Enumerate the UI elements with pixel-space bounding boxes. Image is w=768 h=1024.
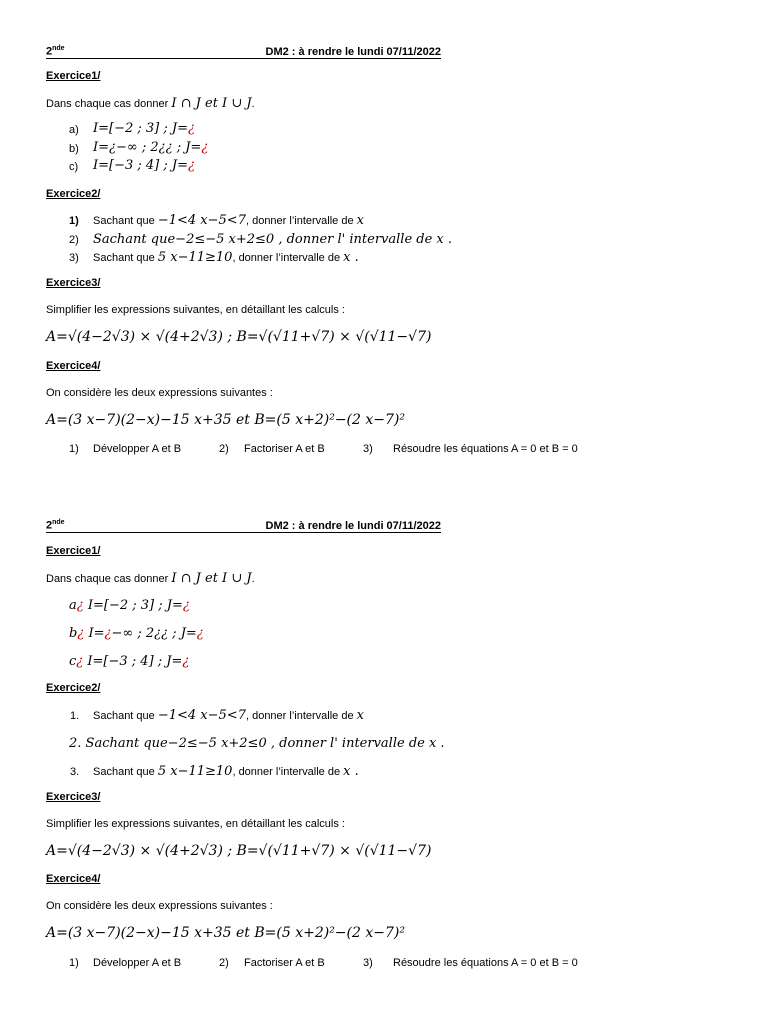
item-label: 1. [70,710,80,722]
exercise1-heading: Exercice1/ [46,70,101,82]
header-line [46,518,441,533]
item-text: Sachant que 5 x−11≥10, donner l’intervalle de x . [93,250,359,265]
exercise3-formula: A=√(4−2√3) × √(4+2√3) ; B=√(√11+√7) × √(√11−√7) [46,329,432,345]
item-label: a) [69,124,79,136]
exercise4-formula: A=(3 x−7)(2−x)−15 x+35 et B=(5 x+2)²−(2 x−7)² [46,925,405,941]
task-text: Résoudre les équations A = 0 et B = 0 [393,957,578,969]
task-text: Factoriser A et B [244,957,325,969]
assignment-title: DM2 : à rendre le lundi 07/11/2022 [265,520,441,532]
exercise3-intro: Simplifier les expressions suivantes, en détaillant les calculs : [46,304,345,316]
item-label: 3. [70,766,80,778]
item-math: I=[−2 ; 3] ; J=¿ [93,121,195,136]
item-text: Sachant que −1<4 x−5<7, donner l’intervalle de x [93,708,364,723]
task-text: Factoriser A et B [244,443,325,455]
exercise1-intro: Dans chaque cas donner I ∩ J et I ∪ J. [46,571,255,586]
exercise4-formula: A=(3 x−7)(2−x)−15 x+35 et B=(5 x+2)²−(2 x−7)² [46,412,405,428]
item-label: 1) [69,215,79,227]
item-math: 2. Sachant que−2≤−5 x+2≤0 , donner l' intervalle de x . [69,736,445,751]
item-text: Sachant que 5 x−11≥10, donner l’intervalle de x . [93,764,359,779]
assignment-title: DM2 : à rendre le lundi 07/11/2022 [265,46,441,58]
exercise2-heading: Exercice2/ [46,188,101,200]
task-number: 3) [363,957,373,969]
item-text: Sachant que −1<4 x−5<7, donner l’intervalle de x [93,213,364,228]
exercise1-heading: Exercice1/ [46,545,101,557]
task-text: Développer A et B [93,957,182,969]
item-math: I=[−3 ; 4] ; J=¿ [93,158,195,173]
task-text: Développer A et B [93,443,182,455]
exercise3-heading: Exercice3/ [46,277,101,289]
item-label: 3) [69,252,79,264]
item-math: c¿ I=[−3 ; 4] ; J=¿ [69,654,190,669]
exercise4-heading: Exercice4/ [46,360,101,372]
exercise2-heading: Exercice2/ [46,682,101,694]
item-math: I=¿−∞ ; 2¿¿ ; J=¿ [93,140,209,155]
exercise1-intro: Dans chaque cas donner I ∩ J et I ∪ J. [46,96,255,111]
exercise4-intro: On considère les deux expressions suivantes : [46,387,273,399]
exercise4-intro: On considère les deux expressions suivantes : [46,900,273,912]
exercise3-formula: A=√(4−2√3) × √(4+2√3) ; B=√(√11+√7) × √(√11−√7) [46,843,432,859]
class-level: 2nde [46,45,65,58]
header-line [46,44,441,59]
exercise4-heading: Exercice4/ [46,873,101,885]
item-label: c) [69,161,79,173]
task-text: Résoudre les équations A = 0 et B = 0 [393,443,578,455]
task-number: 3) [363,443,373,455]
item-math: b¿ I=¿−∞ ; 2¿¿ ; J=¿ [69,626,204,641]
task-number: 1) [69,957,79,969]
item-math: Sachant que−2≤−5 x+2≤0 , donner l' intervalle de x . [93,232,453,247]
item-label: 2) [69,234,79,246]
class-level: 2nde [46,519,65,532]
item-label: b) [69,143,79,155]
item-math: a¿ I=[−2 ; 3] ; J=¿ [69,598,190,613]
exercise3-intro: Simplifier les expressions suivantes, en détaillant les calculs : [46,818,345,830]
task-number: 2) [219,957,229,969]
task-number: 1) [69,443,79,455]
exercise3-heading: Exercice3/ [46,791,101,803]
task-number: 2) [219,443,229,455]
